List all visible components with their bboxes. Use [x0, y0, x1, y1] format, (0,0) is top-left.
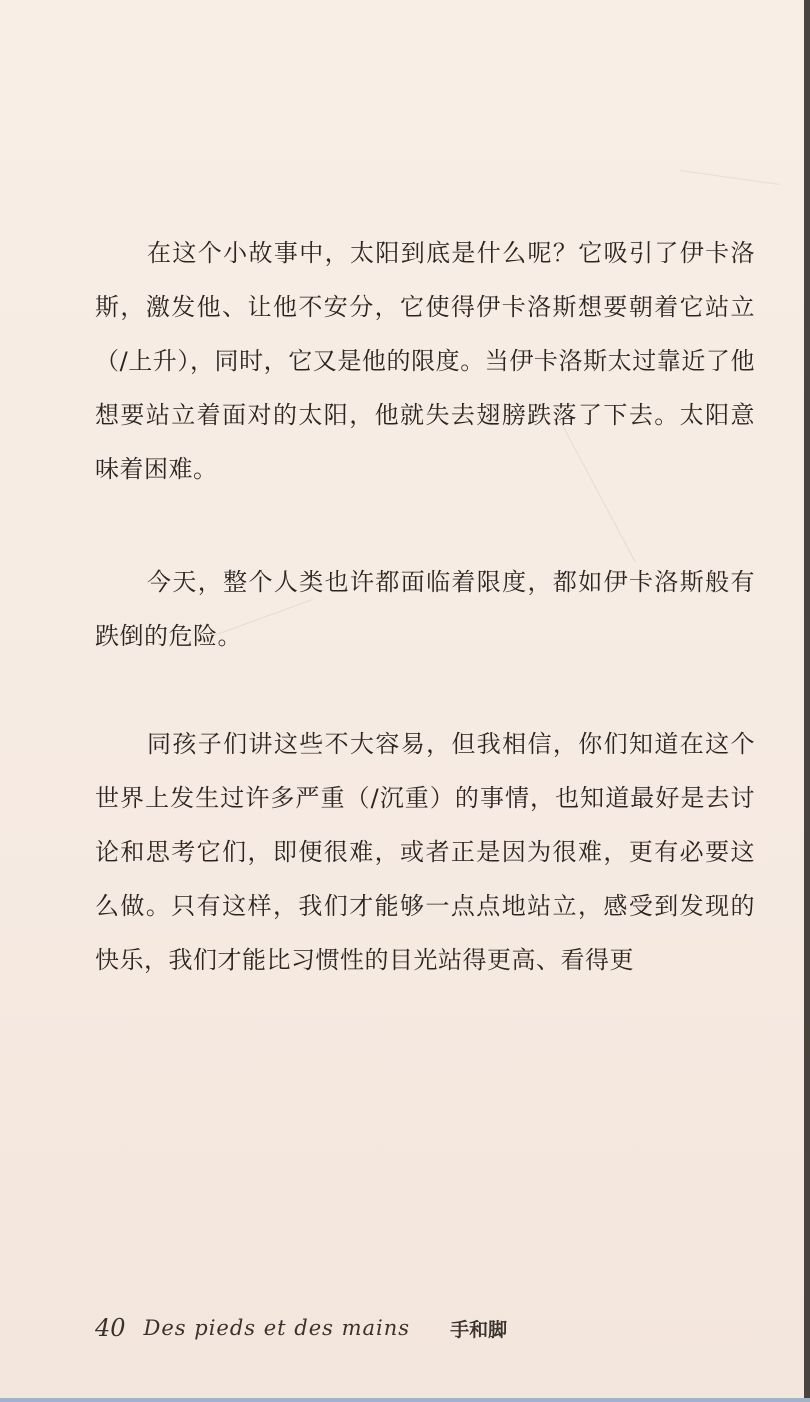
- page-number: 40: [95, 1314, 126, 1342]
- page-edge-shadow: [804, 0, 810, 1402]
- book-title-french: Des pieds et des mains: [143, 1316, 411, 1340]
- page-bottom-edge: [0, 1398, 810, 1402]
- body-paragraph-3: 同孩子们讲这些不大容易，但我相信，你们知道在这个世界上发生过许多严重（/沉重）的事情，也知道最好是去讨论和思考它们，即便很难，或者正是因为很难，更有必要这么做。只有这样，我们才能够一点点地站立，感受到发现的快乐，我们才能比习惯性的目光站得更高、看得更: [95, 730, 755, 974]
- body-paragraph-1: 在这个小故事中，太阳到底是什么呢？它吸引了伊卡洛斯，激发他、让他不安分，它使得伊卡洛斯想要朝着它站立（/上升），同时，它又是他的限度。当伊卡洛斯太过靠近了他想要站立着面对的太阳，他就失去翅膀跌落了下去。太阳意味着困难。: [95, 239, 755, 483]
- page-footer: [95, 1308, 507, 1348]
- body-paragraph-2: 今天，整个人类也许都面临着限度，都如伊卡洛斯般有跌倒的危险。: [95, 568, 755, 650]
- book-title-chinese: 手和脚: [450, 1318, 508, 1341]
- paper-texture-line: [680, 170, 779, 185]
